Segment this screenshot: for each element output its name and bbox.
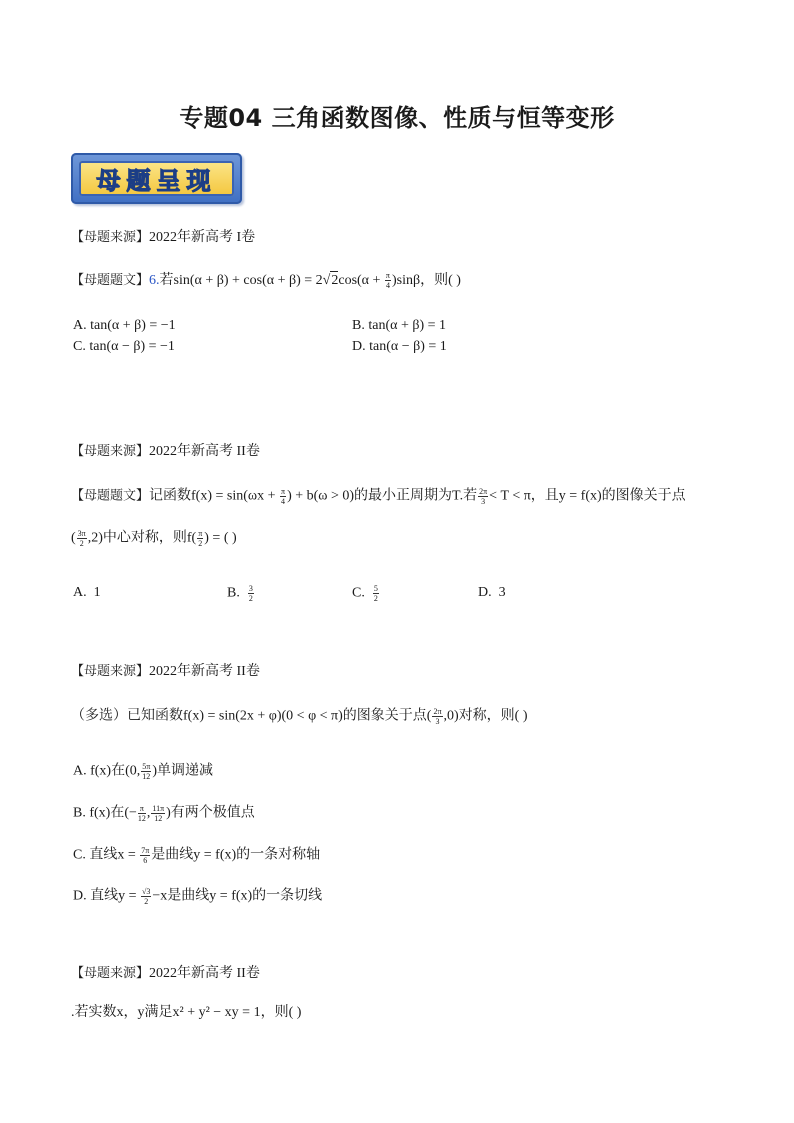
option-text: , (146, 805, 151, 821)
banner-inner (79, 161, 234, 196)
question-label: 【母题题文】 (71, 273, 150, 288)
source-label: 【母题来源】 (71, 664, 150, 679)
source-text: 2022年新高考 II卷 (149, 444, 260, 459)
source-line-4 (71, 965, 260, 983)
option-text: )单调递减 (152, 763, 213, 779)
question-text: ( (71, 530, 76, 546)
question-label: 【母题题文】 (71, 488, 150, 504)
option-text: A. f(x)在(0, (73, 763, 141, 779)
question-text-mid: cos(α + (338, 273, 384, 288)
banner-text: 母题呈现 (96, 167, 217, 195)
source-line-2 (71, 443, 260, 461)
source-text: 2022年新高考 II卷 (149, 664, 260, 679)
source-text: 2022年新高考 I卷 (149, 230, 256, 245)
page-title: 专题04 三角函数图像、性质与恒等变形 (179, 104, 615, 132)
fraction-11pi-over-12: $\frac{11\pi}{12}$ (152, 804, 165, 823)
option-label: B. (227, 585, 240, 601)
question-line-2b (71, 529, 237, 548)
option-a[interactable] (73, 762, 213, 781)
question-number: 6. (149, 273, 160, 288)
source-label: 【母题来源】 (71, 444, 150, 459)
source-line-3 (71, 663, 260, 681)
option-c[interactable] (73, 846, 320, 865)
option-value: 3 (498, 585, 506, 600)
option-d[interactable]: D. tan(α − β) = 1 (352, 339, 447, 354)
option-text: C. 直线x = (73, 847, 140, 863)
fraction-7pi-over-6: $\frac{7\pi}{6}$ (141, 846, 150, 865)
option-value: 1 (93, 585, 101, 600)
option-a[interactable] (73, 584, 101, 602)
question-line-3 (71, 707, 528, 726)
fraction-pi-over-12: $\frac{\pi}{12}$ (137, 804, 146, 823)
question-text: ) + b(ω > 0)的最小正周期为T.若 (287, 488, 478, 504)
option-text: D. 直线y = (73, 888, 141, 904)
fraction-3-over-2: $\frac{3}{2}$ (248, 584, 253, 603)
question-text: （多选）已知函数f(x) = sin(2x + φ)(0 < φ < π)的图象关于点( (71, 708, 432, 724)
fraction-3pi-over-2: $\frac{3\pi}{2}$ (77, 529, 86, 548)
question-text-post: )sinβ，则( ) (391, 273, 461, 288)
fraction-pi-over-4: $\frac{\pi}{4}$ (281, 487, 286, 506)
option-label: A. (73, 585, 87, 600)
option-text: B. f(x)在(− (73, 805, 137, 821)
question-text: ) = ( ) (204, 530, 237, 546)
source-label: 【母题来源】 (71, 230, 150, 245)
option-a[interactable]: A. tan(α + β) = −1 (73, 318, 176, 333)
source-label: 【母题来源】 (71, 966, 150, 981)
question-line-4: .若实数x，y满足x² + y² − xy = 1，则( ) (71, 1005, 302, 1020)
question-text-pre: 若sin(α + β) + cos(α + β) = 2 (159, 273, 323, 288)
sqrt-radicand: 2 (331, 273, 339, 288)
question-text: ,2)中心对称，则f( (87, 530, 197, 546)
option-text: −x是曲线y = f(x)的一条切线 (152, 888, 323, 904)
option-label: D. (478, 585, 492, 600)
sqrt-symbol: √ (322, 273, 331, 288)
source-text: 2022年新高考 II卷 (149, 966, 260, 981)
question-text: < T < π，且y = f(x)的图像关于点 (489, 488, 686, 504)
option-d[interactable] (73, 887, 322, 906)
section-banner (71, 153, 242, 204)
option-b[interactable]: B. tan(α + β) = 1 (352, 318, 447, 333)
option-c[interactable]: C. tan(α − β) = −1 (73, 339, 175, 354)
source-line-1 (71, 229, 255, 247)
fraction-pi-over-4: $\frac{\pi}{4}$ (385, 271, 390, 291)
question-text: ,0)对称，则( ) (443, 708, 528, 724)
fraction-2pi-over-3: $\frac{2\pi}{3}$ (479, 487, 488, 506)
option-b[interactable] (227, 584, 255, 603)
option-text: )有两个极值点 (166, 805, 255, 821)
fraction-pi-over-2: $\frac{\pi}{2}$ (198, 529, 203, 548)
option-label: C. (352, 585, 365, 601)
fraction-sqrt3-over-2: $\frac{√3}{2}$ (142, 887, 151, 906)
option-c[interactable] (352, 584, 380, 603)
fraction-2pi-over-3: $\frac{2\pi}{3}$ (433, 707, 442, 726)
question-line-1 (71, 271, 461, 290)
question-text: 记函数f(x) = sin(ωx + (149, 488, 280, 504)
question-line-2a (71, 487, 686, 506)
option-b[interactable] (73, 804, 255, 823)
fraction-5pi-over-12: $\frac{5\pi}{12}$ (142, 762, 151, 781)
option-d[interactable] (478, 584, 506, 602)
fraction-5-over-2: $\frac{5}{2}$ (373, 584, 378, 603)
option-text: 是曲线y = f(x)的一条对称轴 (151, 847, 321, 863)
